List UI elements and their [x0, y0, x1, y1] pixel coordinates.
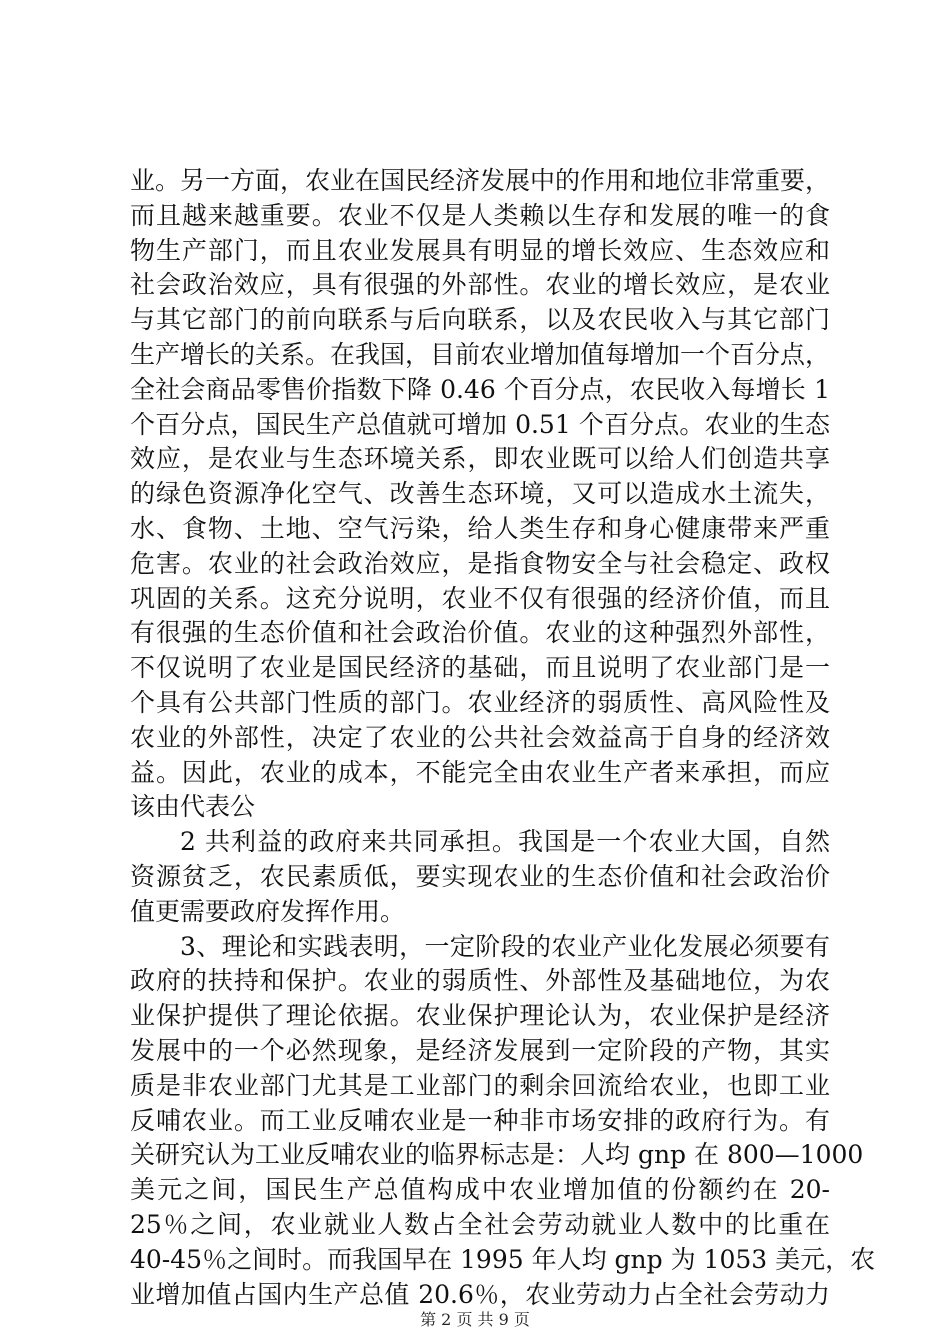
- text-line: 政府的扶持和保护。农业的弱质性、外部性及基础地位，为农: [130, 966, 830, 996]
- text-line: 反哺农业。而工业反哺农业是一种非市场安排的政府行为。有: [130, 1105, 830, 1135]
- text-line: 生产增长的关系。在我国，目前农业增加值每增加一个百分点，: [130, 339, 831, 369]
- text-line: 危害。农业的社会政治效应，是指食物安全与社会稳定、政权: [130, 548, 830, 578]
- text-line: 益。因此，农业的成本，不能完全由农业生产者来承担，而应: [130, 757, 830, 787]
- text-line: 美元之间，国民生产总值构成中农业增加值的份额约在 20-: [130, 1175, 830, 1205]
- text-line: 2 共利益的政府来共同承担。我国是一个农业大国，自然: [180, 827, 830, 857]
- paragraph-1: [130, 164, 830, 825]
- text-line: 有很强的生态价值和社会政治价值。农业的这种强烈外部性，: [130, 618, 830, 648]
- paragraph-3: [130, 930, 876, 1313]
- text-line: 的绿色资源净化空气、改善生态环境，又可以造成水土流失，: [130, 479, 830, 509]
- text-line: 农业的外部性，决定了农业的公共社会效益高于自身的经济效: [130, 722, 830, 752]
- document-body: [130, 164, 876, 1312]
- text-line: 而且越来越重要。农业不仅是人类赖以生存和发展的唯一的食: [130, 200, 830, 230]
- text-line: 不仅说明了农业是国民经济的基础，而且说明了农业部门是一: [130, 653, 830, 683]
- text-line: 效应，是农业与生态环境关系，即农业既可以给人们创造共享: [130, 444, 830, 474]
- text-line: 个具有公共部门性质的部门。农业经济的弱质性、高风险性及: [130, 687, 830, 717]
- text-line: 全社会商品零售价指数下降 0.46 个百分点，农民收入每增长 1: [130, 374, 830, 404]
- text-line: 业保护提供了理论依据。农业保护理论认为，农业保护是经济: [130, 1001, 830, 1031]
- text-line: 质是非农业部门尤其是工业部门的剩余回流给农业，也即工业: [130, 1070, 830, 1100]
- text-line: 水、食物、土地、空气污染，给人类生存和身心健康带来严重: [130, 513, 830, 543]
- text-line: 资源贫乏，农民素质低，要实现农业的生态价值和社会政治价: [130, 861, 830, 891]
- text-line: 业。另一方面，农业在国民经济发展中的作用和地位非常重要，: [130, 166, 831, 195]
- text-line: 业增加值占国内生产总值 20.6％，农业劳动力占全社会劳动力: [130, 1279, 830, 1309]
- page-number-footer: 第 2 页 共 9 页: [420, 1310, 530, 1329]
- text-line: 关研究认为工业反哺农业的临界标志是：人均 gnp 在 800—1000: [130, 1140, 864, 1170]
- text-line: 巩固的关系。这充分说明，农业不仅有很强的经济价值，而且: [130, 583, 830, 613]
- text-line: 25％之间，农业就业人数占全社会劳动就业人数中的比重在: [130, 1209, 830, 1239]
- text-line: 该由代表公: [130, 792, 256, 822]
- text-line: 3、理论和实践表明，一定阶段的农业产业化发展必须要有: [180, 931, 830, 961]
- paragraph-2: [130, 825, 830, 929]
- text-line: 40-45％之间时。而我国早在 1995 年人均 gnp 为 1053 美元，农: [130, 1244, 876, 1274]
- text-line: 物生产部门，而且农业发展具有明显的增长效应、生态效应和: [130, 235, 830, 265]
- text-line: 社会政治效应，具有很强的外部性。农业的增长效应，是农业: [130, 270, 830, 300]
- text-line: 与其它部门的前向联系与后向联系，以及农民收入与其它部门: [130, 305, 830, 335]
- text-line: 值更需要政府发挥作用。: [130, 896, 406, 926]
- text-line: 个百分点，国民生产总值就可增加 0.51 个百分点。农业的生态: [130, 409, 830, 439]
- text-line: 发展中的一个必然现象，是经济发展到一定阶段的产物，其实: [130, 1035, 830, 1065]
